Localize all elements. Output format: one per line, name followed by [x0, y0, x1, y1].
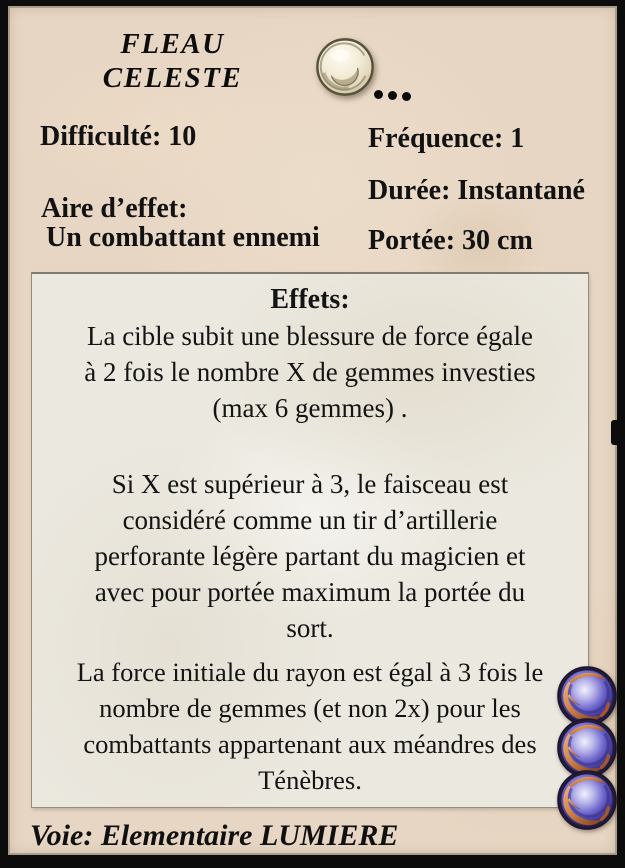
- effects-line: perforante légère partant du magicien et: [94, 541, 526, 571]
- effects-line: La force initiale du rayon est égal à 3 fois le: [76, 657, 544, 687]
- stat-difficulte: Difficulté: 10: [40, 121, 197, 152]
- effects-paragraph-2: [50, 466, 570, 646]
- card-title-line1: FLEAU: [120, 28, 225, 60]
- effects-paragraph-1: [50, 318, 570, 426]
- effects-line: (max 6 gemmes) .: [212, 393, 408, 423]
- footer-voie: Voie: Elementaire LUMIERE: [30, 819, 399, 852]
- blue-orb-gem-icon: [556, 769, 618, 831]
- effects-box: [31, 272, 589, 808]
- effects-line: La cible subit une blessure de force égale: [86, 321, 534, 351]
- pearl-moon-swirl-icon: [314, 36, 376, 98]
- effects-line: combattants appartenant aux méandres des: [83, 729, 537, 759]
- border-notch-artifact: [611, 420, 620, 445]
- effects-header: Effets:: [270, 284, 350, 315]
- stat-aire-effet-value: Un combattant ennemi: [46, 222, 320, 253]
- dot-icon: [374, 90, 383, 99]
- effects-line: Si X est supérieur à 3, le faisceau est: [111, 469, 509, 499]
- effects-line: à 2 fois le nombre X de gemmes investies: [84, 357, 536, 387]
- card-title: [50, 27, 295, 95]
- effects-line: considéré comme un tir d’artillerie: [122, 505, 498, 535]
- effects-line: nombre de gemmes (et non 2x) pour les: [99, 693, 521, 723]
- dot-icon: [388, 91, 397, 100]
- effects-paragraph-3: [50, 654, 570, 798]
- dot-icon: [402, 92, 411, 101]
- effects-line: avec pour portée maximum la portée du: [94, 577, 526, 607]
- stat-portee: Portée: 30 cm: [368, 225, 533, 256]
- stat-duree: Durée: Instantané: [368, 175, 585, 206]
- ellipsis-dots: [374, 90, 411, 101]
- effects-line: sort.: [286, 613, 334, 643]
- effects-line: Ténèbres.: [258, 765, 362, 795]
- card-title-line2: CELESTE: [102, 62, 243, 94]
- stat-aire-effet-label: Aire d’effet:: [41, 193, 188, 224]
- stat-frequence: Fréquence: 1: [368, 123, 525, 154]
